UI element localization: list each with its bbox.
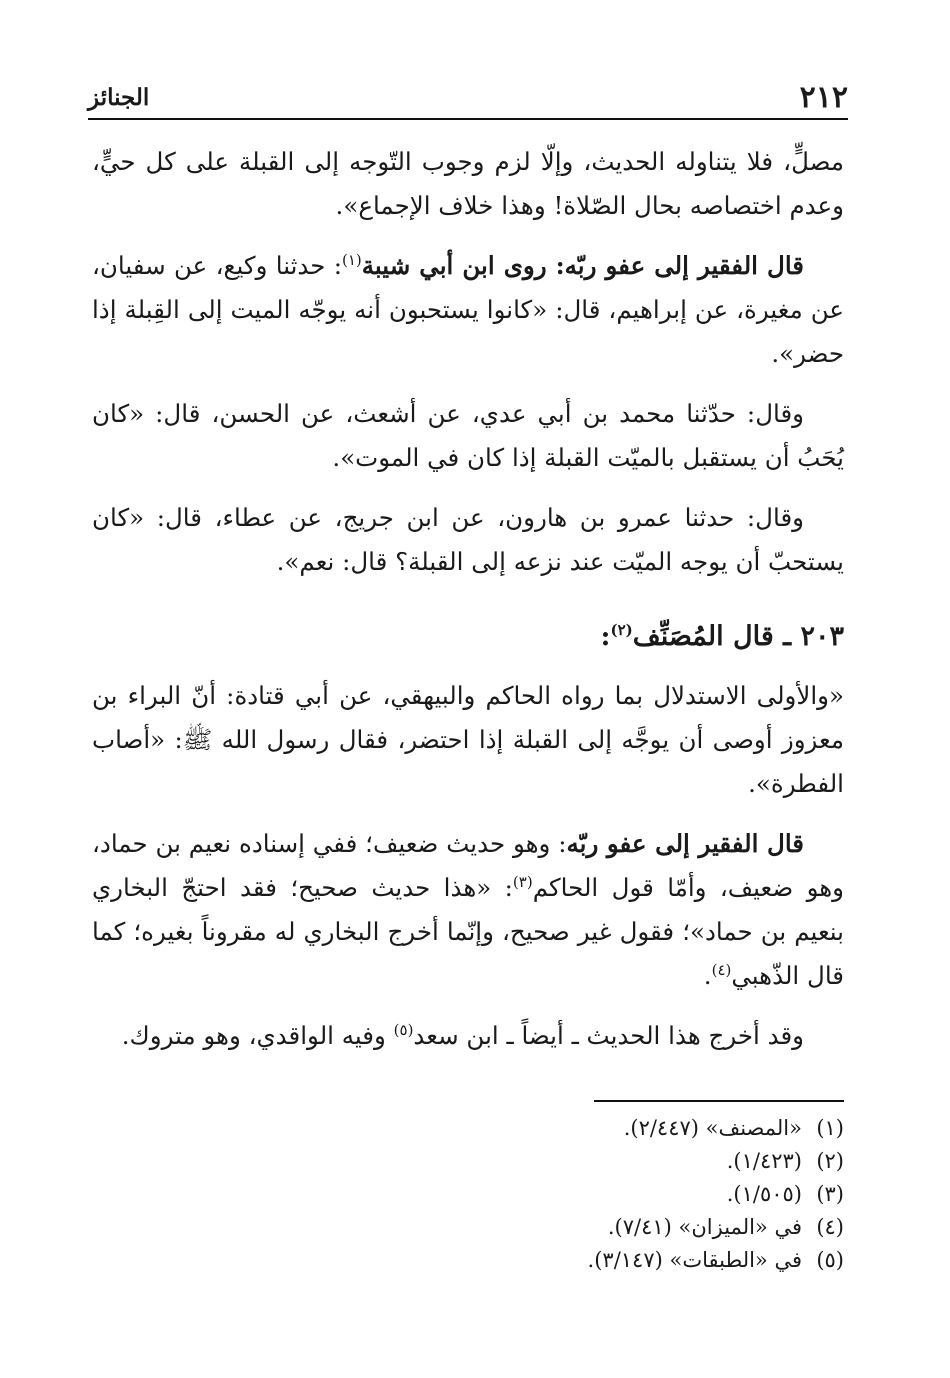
paragraph-6	[92, 822, 844, 998]
paragraph-6-text-a: : وهو حديث ضعيف؛ ففي إسناده نعيم بن حماد، وهو ضعيف، وأمّا قول الحاكم	[92, 829, 844, 902]
footnote-item	[92, 1244, 844, 1277]
paragraph-6-lead: قال الفقير إلى عفو ربّه	[566, 829, 804, 858]
footnote-number: (٢)	[816, 1149, 844, 1173]
paragraph-4: وقال: حدثنا عمرو بن هارون، عن ابن جريج، عن عطاء، قال: «كان يستحبّ أن يوجه الميّت عند نزعه إلى القبلة؟ قال: نعم».	[92, 503, 844, 576]
paragraph-2-lead: قال الفقير إلى عفو ربّه: روى ابن أبي شيبة	[361, 251, 804, 280]
paragraph-6-text-c: .	[703, 961, 712, 990]
page-header	[88, 78, 848, 120]
footnote-ref-4: (٤)	[711, 960, 732, 979]
paragraph-5: «والأولى الاستدلال بما رواه الحاكم والبيهقي، عن أبي قتادة: أنّ البراء بن معزوز أوصى أن يوجَّه إلى القبلة إذا احتضر، فقال رسول الله ﷺ: «أصاب الفطرة».	[92, 681, 844, 798]
page-number: ٢١٢	[799, 80, 848, 115]
main-text	[92, 140, 844, 1074]
footnote-number: (٣)	[816, 1182, 844, 1206]
footnote-ref-1: (١)	[342, 250, 362, 269]
footnote-item	[92, 1211, 844, 1244]
chapter-title: الجنائز	[88, 84, 150, 111]
paragraph-7-text-a: وقد أخرج هذا الحديث ـ أيضاً ـ ابن سعد	[413, 1021, 804, 1050]
footnote-text: (١/٥٠٥).	[726, 1182, 802, 1206]
paragraph-1: مصلٍّ، فلا يتناوله الحديث، وإلّا لزم وجوب التّوجه إلى القبلة على كل حيٍّ، وعدم اختصاصه بحال الصّلاة! وهذا خلاف الإجماع».	[92, 147, 844, 220]
section-heading	[92, 614, 844, 660]
footnote-ref-3: (٣)	[512, 872, 533, 891]
footnote-ref-2: (٢)	[610, 621, 633, 639]
section-heading-suffix: :	[600, 621, 611, 652]
footnote-number: (٥)	[816, 1248, 844, 1272]
paragraph-2-text: : حدثنا وكيع، عن سفيان، عن مغيرة، عن إبراهيم، قال: «كانوا يستحبون أنه يوجّه الميت إلى القِبلة إذا حضر».	[92, 251, 844, 368]
paragraph-7	[92, 1014, 844, 1058]
paragraph-7-text-b: وفيه الواقدي، وهو متروك.	[121, 1021, 394, 1050]
paragraph-3: وقال: حدّثنا محمد بن أبي عدي، عن أشعث، عن الحسن، قال: «كان يُحَبُ أن يستقبل بالميّت القبلة إذا كان في الموت».	[92, 399, 844, 472]
section-heading-text: ٢٠٣ ـ قال المُصَنِّف	[632, 621, 844, 652]
footnote-item	[92, 1112, 844, 1145]
footnotes	[92, 1100, 844, 1277]
footnote-number: (١)	[816, 1116, 844, 1140]
footnote-item	[92, 1145, 844, 1178]
footnote-text: في «الطبقات» (٣/١٤٧).	[587, 1248, 802, 1272]
footnote-text: في «الميزان» (٧/٤١).	[607, 1215, 802, 1239]
footnote-ref-5: (٥)	[393, 1020, 414, 1039]
paragraph-2	[92, 244, 844, 376]
paragraph-6-text-b: : «هذا حديث صحيح؛ فقد احتجّ البخاري بنعيم بن حماد»؛ فقول غير صحيح، وإنّما أخرج البخاري له مقروناً بغيره؛ كما قال الذّهبي	[92, 873, 844, 990]
footnote-text: (١/٤٢٣).	[726, 1149, 802, 1173]
footnote-divider	[594, 1100, 844, 1102]
footnote-text: «المصنف» (٢/٤٤٧).	[623, 1116, 802, 1140]
footnote-number: (٤)	[816, 1215, 844, 1239]
footnote-item	[92, 1178, 844, 1211]
